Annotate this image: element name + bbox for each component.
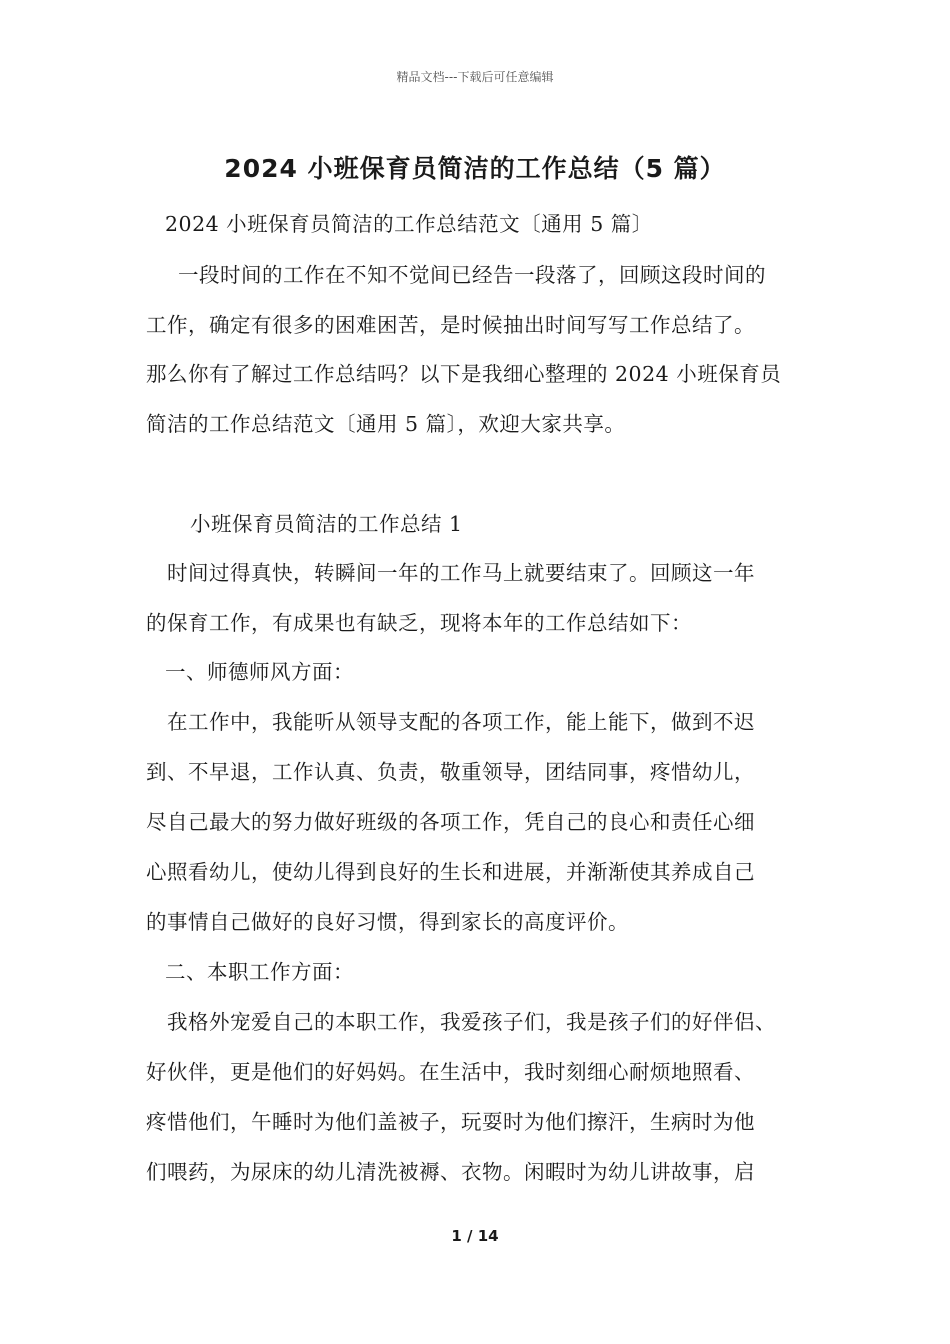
paragraph-line: 的事情自己做好的良好习惯，得到家长的高度评价。 <box>146 910 629 934</box>
paragraph-line: 的保育工作，有成果也有缺乏，现将本年的工作总结如下： <box>146 611 692 635</box>
subheading: 二、本职工作方面： <box>165 960 354 984</box>
paragraph-line: 工作，确定有很多的困难困苦，是时候抽出时间写写工作总结了。 <box>146 313 755 337</box>
paragraph-line: 在工作中，我能听从领导支配的各项工作，能上能下，做到不迟 <box>167 710 755 734</box>
paragraph-line: 好伙伴，更是他们的好妈妈。在生活中，我时刻细心耐烦地照看、 <box>146 1060 755 1084</box>
paragraph-line: 那么你有了解过工作总结吗？以下是我细心整理的 2024 小班保育员 <box>146 362 782 386</box>
paragraph-line: 心照看幼儿，使幼儿得到良好的生长和进展，并渐渐使其养成自己 <box>146 860 755 884</box>
paragraph-line: 疼惜他们，午睡时为他们盖被子，玩耍时为他们擦汗，生病时为他 <box>146 1110 755 1134</box>
paragraph-line: 到、不早退，工作认真、负责，敬重领导，团结同事，疼惜幼儿， <box>146 760 755 784</box>
header-note: 精品文档---下载后可任意编辑 <box>396 70 554 84</box>
paragraph-line: 一段时间的工作在不知不觉间已经告一段落了，回顾这段时间的 <box>178 263 766 287</box>
paragraph-line: 尽自己最大的努力做好班级的各项工作，凭自己的良心和责任心细 <box>146 810 755 834</box>
paragraph-line: 们喂药，为尿床的幼儿清洗被褥、衣物。闲暇时为幼儿讲故事，启 <box>146 1160 755 1184</box>
subtitle-line: 2024 小班保育员简洁的工作总结范文〔通用 5 篇〕 <box>165 212 653 236</box>
paragraph-line: 时间过得真快，转瞬间一年的工作马上就要结束了。回顾这一年 <box>167 561 755 585</box>
paragraph-line: 我格外宠爱自己的本职工作，我爱孩子们，我是孩子们的好伴侣、 <box>167 1010 776 1034</box>
section-heading: 小班保育员简洁的工作总结 1 <box>190 512 463 536</box>
document-title: 2024 小班保育员简洁的工作总结（5 篇） <box>224 154 726 183</box>
subheading: 一、师德师风方面： <box>165 660 354 684</box>
page-number: 1 / 14 <box>451 1227 499 1245</box>
paragraph-line: 简洁的工作总结范文〔通用 5 篇〕，欢迎大家共享。 <box>146 412 626 436</box>
